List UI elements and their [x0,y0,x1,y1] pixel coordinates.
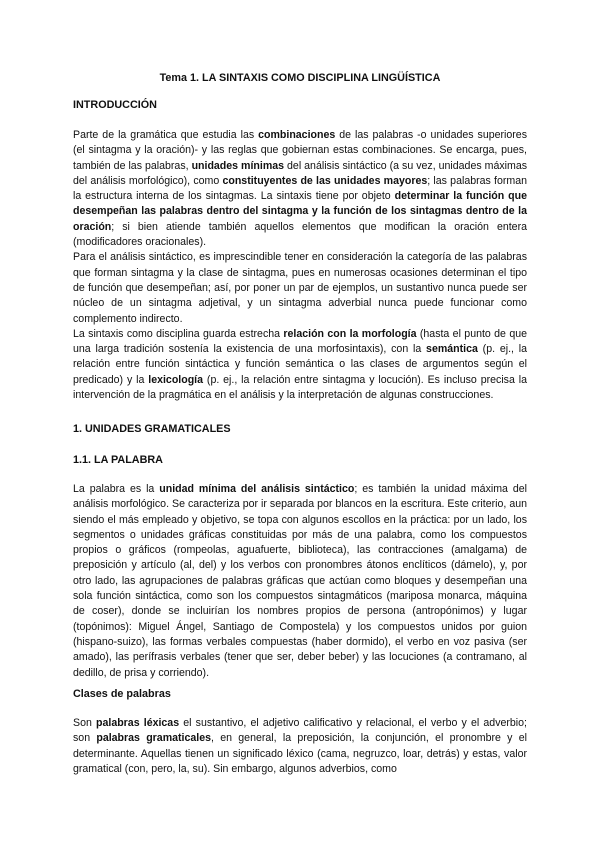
intro-block [73,128,527,403]
document-title: Tema 1. LA SINTAXIS COMO DISCIPLINA LINGÜÍSTICA [159,72,441,84]
bold-term: constituyentes de las unidades mayores [222,174,428,187]
bold-term: combinaciones [258,129,336,141]
bold-term: unidades mínimas [191,159,285,172]
intro-paragraph-2: Para el análisis sintáctico, es imprescindible tener en consideración la categoría de las palabras que forman sintagma y la clase de sintagma, pues en numerosas ocasiones determinan el tipo de función que desempeñan; así, por poner un par de ejemplos, un sustantivo nunca puede ser núcleo de un sintagma adjetival, y un sintagma adverbial nunca puede funcionar como complemento indirecto. [73,251,527,325]
bold-term: determinar la función que desempeñan las palabras dentro del sintagma y la función de los sintagmas dentro de la oración [73,190,527,233]
palabra-paragraph-1: La palabra es la unidad mínima del análisis sintáctico; es también la unidad máxima del análisis morfológico. Se caracteriza por ir separada por blancos en la escritura. Este criterio, aun siendo el más empleado y objetivo, se topa con algunos escollos en la práctica: por un lado, los segmentos o unidades gráficas constituidas por más de una palabra, como los compuestos propios o gráficos (rompeolas, aguafuerte, biblioteca), las contracciones (amalgama) de preposición y artículo (al, del) y los verbos con pronombres átonos enclíticos (dámelo), y, por otro lado, las agrupaciones de palabras gráficas que actúan como bloques y desempeñan una sola función sintáctica, como son los compuestos sintagmáticos (mariposa monarca, máquina de coser), donde se incluirían los nombres propios de persona (antropónimos) y lugar (topónimos): Miguel Ángel, Santiago de Compostela) y los compuestos unidos por guion (hispano-suizo), las formas verbales compuestas (haber dormido), el verbo en voz pasiva (ser amado), las perífrasis verbales (tener que ser, deber beber) y las locuciones (a contramano, al dedillo, de prisa y corriendo). [73,483,527,679]
intro-paragraph-3: La sintaxis como disciplina guarda estrecha relación con la morfología (hasta el punto de que una larga tradición sostenía la existencia de una morfosintaxis), con la semántica (p. ej., la relación entre función sintáctica y función semántica o las clases de argumentos según el predicado) y la lexicología (p. ej., la relación entre sintagma y locución). Es incluso precisa la intervención de la pragmática en el análisis y la interpretación de algunas construcciones. [73,327,527,402]
heading-clases-de-palabras: Clases de palabras [73,688,171,700]
clases-paragraph-1: Son palabras léxicas el sustantivo, el adjetivo calificativo y relacional, el verbo y el adverbio; son palabras gramaticales, en general, la preposición, la conjunción, el pronombre y el determinante. Aquellas tienen un significado léxico (cama, negruzco, loar, detrás) y estas, valor gramatical (con, pero, la, su). Sin embargo, algunos adverbios, como [73,717,528,775]
intro-paragraph-1: Parte de la gramática que estudia las combinaciones de las palabras -o unidades superiores (el sintagma y la oración)- y las reglas que gobiernan estas combinaciones. Se encarga, pues, también de las palabras, unidades mínimas del análisis sintáctico (a su vez, unidades máximas del análisis morfológico), como constituyentes de las unidades mayores; las palabras forman la estructura interna de los sintagmas. La sintaxis tiene por objeto determinar la función que desempeñan las palabras dentro del sintagma y la función de los sintagmas dentro de la oración; si bien atiende también aquellos elementos que modifican la oración entera (modificadores oracionales). [73,129,528,249]
heading-la-palabra: 1.1. LA PALABRA [73,454,163,466]
bold-term: lexicología [148,373,204,386]
bold-term: palabras léxicas [96,717,180,729]
clases-block [73,716,527,777]
palabra-block [73,482,527,681]
heading-unidades-gramaticales: 1. UNIDADES GRAMATICALES [73,423,231,435]
bold-term: unidad mínima del análisis sintáctico [159,483,355,495]
bold-term: palabras gramaticales [96,732,211,745]
bold-term: relación con la morfología [283,327,417,340]
bold-term: semántica [426,343,478,356]
heading-introduccion: INTRODUCCIÓN [73,99,157,111]
